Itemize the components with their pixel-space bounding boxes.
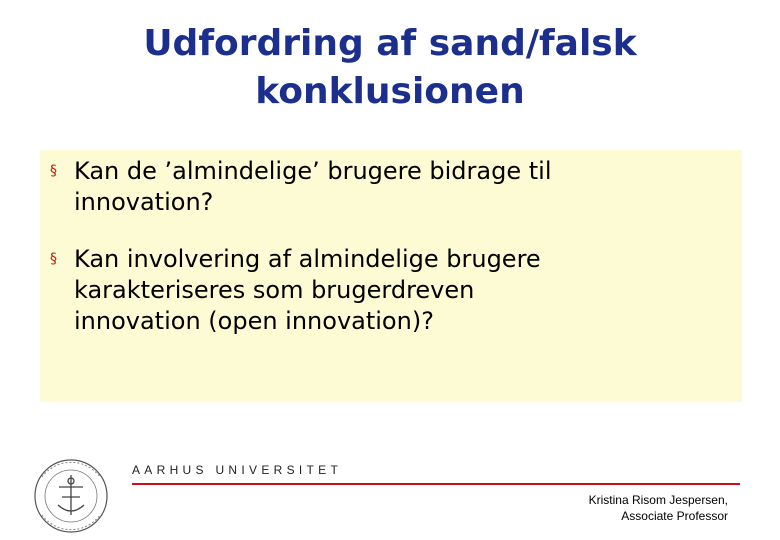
bullet-marker: §	[50, 163, 57, 179]
bullet-line: Kan de ’almindelige’ brugere bidrage til	[74, 157, 552, 185]
slide-title	[0, 20, 780, 116]
bullet-item	[50, 244, 730, 337]
author-block	[589, 492, 728, 524]
bullet-item	[50, 156, 730, 218]
title-line-1: Udfordring af sand/falsk	[143, 23, 637, 64]
footer-divider	[132, 483, 740, 485]
university-seal-logo	[32, 457, 110, 535]
bullet-line: karakteriseres som brugerdreven	[74, 276, 475, 304]
content-box	[40, 150, 742, 402]
title-line-2: konklusionen	[255, 71, 525, 112]
bullet-line: innovation (open innovation)?	[74, 307, 434, 335]
bullet-line: innovation?	[74, 188, 214, 216]
university-wordmark: AARHUS UNIVERSITET	[132, 463, 343, 477]
author-title: Associate Professor	[621, 509, 728, 523]
bullet-line: Kan involvering af almindelige brugere	[74, 245, 541, 273]
author-name: Kristina Risom Jespersen,	[588, 493, 728, 507]
bullet-marker: §	[50, 251, 57, 267]
